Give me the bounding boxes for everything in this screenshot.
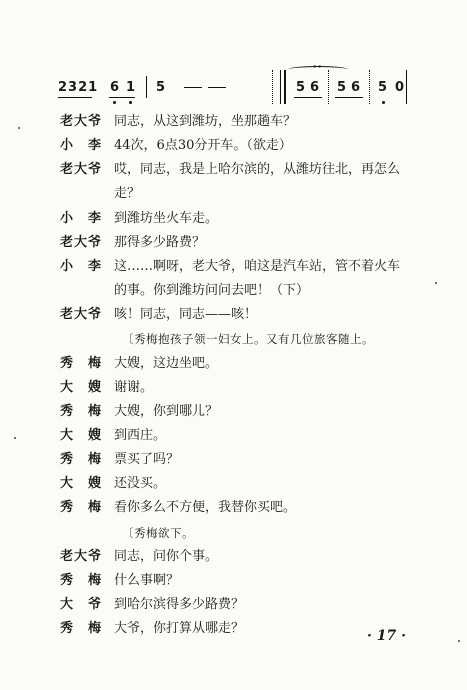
dialogue-text: 大爷，你打算从哪走？ bbox=[114, 621, 245, 637]
note: 1 bbox=[126, 80, 137, 95]
underline bbox=[335, 97, 363, 98]
dialogue-text: 什么事啊？ bbox=[114, 572, 180, 588]
note: 6 bbox=[310, 80, 321, 95]
speaker-name: 大 嫂 bbox=[60, 476, 103, 492]
barline bbox=[146, 76, 147, 98]
scan-speck bbox=[458, 640, 460, 642]
speaker-name: 秀 梅 bbox=[60, 403, 103, 419]
underline bbox=[109, 97, 135, 98]
speaker-name: 小 李 bbox=[60, 138, 103, 154]
underline bbox=[58, 97, 92, 98]
barline bbox=[328, 70, 329, 104]
dialogue-text: 哎，同志，我是上哈尔滨的，从潍坊往北，再怎么 bbox=[114, 162, 401, 178]
note: 6 bbox=[351, 80, 362, 95]
note: 0 bbox=[395, 80, 406, 95]
speaker-name: 老大爷 bbox=[60, 307, 103, 323]
final-barline bbox=[406, 70, 407, 104]
dialogue-text: 这……啊呀，老大爷，咱这是汽车站，管不着火车 bbox=[114, 258, 401, 274]
fermata-mark: ∘∘ bbox=[312, 62, 323, 71]
note: 5 bbox=[378, 80, 389, 95]
dialogue-text: 看你多么不方便，我替你买吧。 bbox=[114, 500, 297, 516]
dialogue-text: 大嫂，这边坐吧。 bbox=[114, 355, 219, 371]
note: 6 bbox=[110, 80, 121, 95]
underline bbox=[294, 97, 322, 98]
speaker-name: 小 李 bbox=[60, 210, 103, 226]
note: 5 bbox=[296, 80, 307, 95]
octave-dot bbox=[129, 101, 132, 104]
speaker-name: 大 爷 bbox=[60, 597, 103, 612]
dialogue-text: 到西庄。 bbox=[114, 427, 167, 443]
dash bbox=[184, 87, 202, 88]
note: 5 bbox=[337, 80, 348, 95]
speaker-name: 大 嫂 bbox=[60, 427, 103, 443]
barline bbox=[284, 70, 286, 104]
scan-speck bbox=[14, 437, 16, 439]
dash bbox=[208, 87, 226, 88]
dialogue-text: 那得多少路费？ bbox=[114, 234, 206, 250]
stage-direction-text: 〔秀梅欲下。 bbox=[122, 525, 194, 540]
speaker-name: 秀 梅 bbox=[60, 500, 103, 516]
octave-dot bbox=[382, 101, 385, 104]
speaker-name: 老大爷 bbox=[60, 114, 103, 129]
notation-prefix: 2321 bbox=[58, 80, 99, 95]
speaker-name: 大 嫂 bbox=[60, 379, 103, 395]
dialogue-text: 咳！同志，同志——咳！ bbox=[114, 307, 258, 323]
page-number: · 17 · bbox=[367, 628, 406, 644]
dialogue-text: 同志，从这到潍坊，坐那趟车？ bbox=[114, 114, 297, 129]
dialogue-text: 还没买。 bbox=[114, 476, 167, 492]
stage-direction-text: 〔秀梅抱孩子领一妇女上。又有几位旅客随上。 bbox=[122, 332, 374, 347]
speaker-name: 秀 梅 bbox=[60, 621, 103, 637]
speaker-name: 老大爷 bbox=[60, 162, 103, 178]
barline bbox=[280, 70, 281, 104]
dialogue-text: 到潍坊坐火车走。 bbox=[114, 210, 219, 226]
barline bbox=[369, 70, 370, 104]
dialogue-text: 44次，6点30分开车。（欲走） bbox=[114, 138, 292, 154]
speaker-name: 老大爷 bbox=[60, 234, 103, 250]
speaker-name: 秀 梅 bbox=[60, 572, 103, 588]
repeat-sign bbox=[272, 70, 273, 104]
note: 5 bbox=[156, 80, 167, 95]
music-notation bbox=[58, 62, 408, 110]
speaker-name: 小 李 bbox=[60, 258, 103, 274]
dialogue-text: 走？ bbox=[114, 186, 141, 202]
dialogue-text: 到哈尔滨得多少路费？ bbox=[114, 597, 245, 612]
speaker-name: 秀 梅 bbox=[60, 355, 103, 371]
speaker-name: 秀 梅 bbox=[60, 452, 103, 468]
speaker-name: 老大爷 bbox=[60, 548, 103, 564]
dialogue-text: 大嫂，你到哪儿？ bbox=[114, 403, 219, 419]
dialogue-text: 的事。你到潍坊问问去吧！（下） bbox=[114, 283, 310, 299]
scan-speck bbox=[18, 127, 20, 129]
dialogue-text: 同志，问你个事。 bbox=[114, 548, 219, 564]
dialogue-text: 票买了吗？ bbox=[114, 452, 180, 468]
dialogue-text: 谢谢。 bbox=[114, 379, 154, 395]
scan-speck bbox=[435, 282, 437, 284]
octave-dot bbox=[113, 101, 116, 104]
